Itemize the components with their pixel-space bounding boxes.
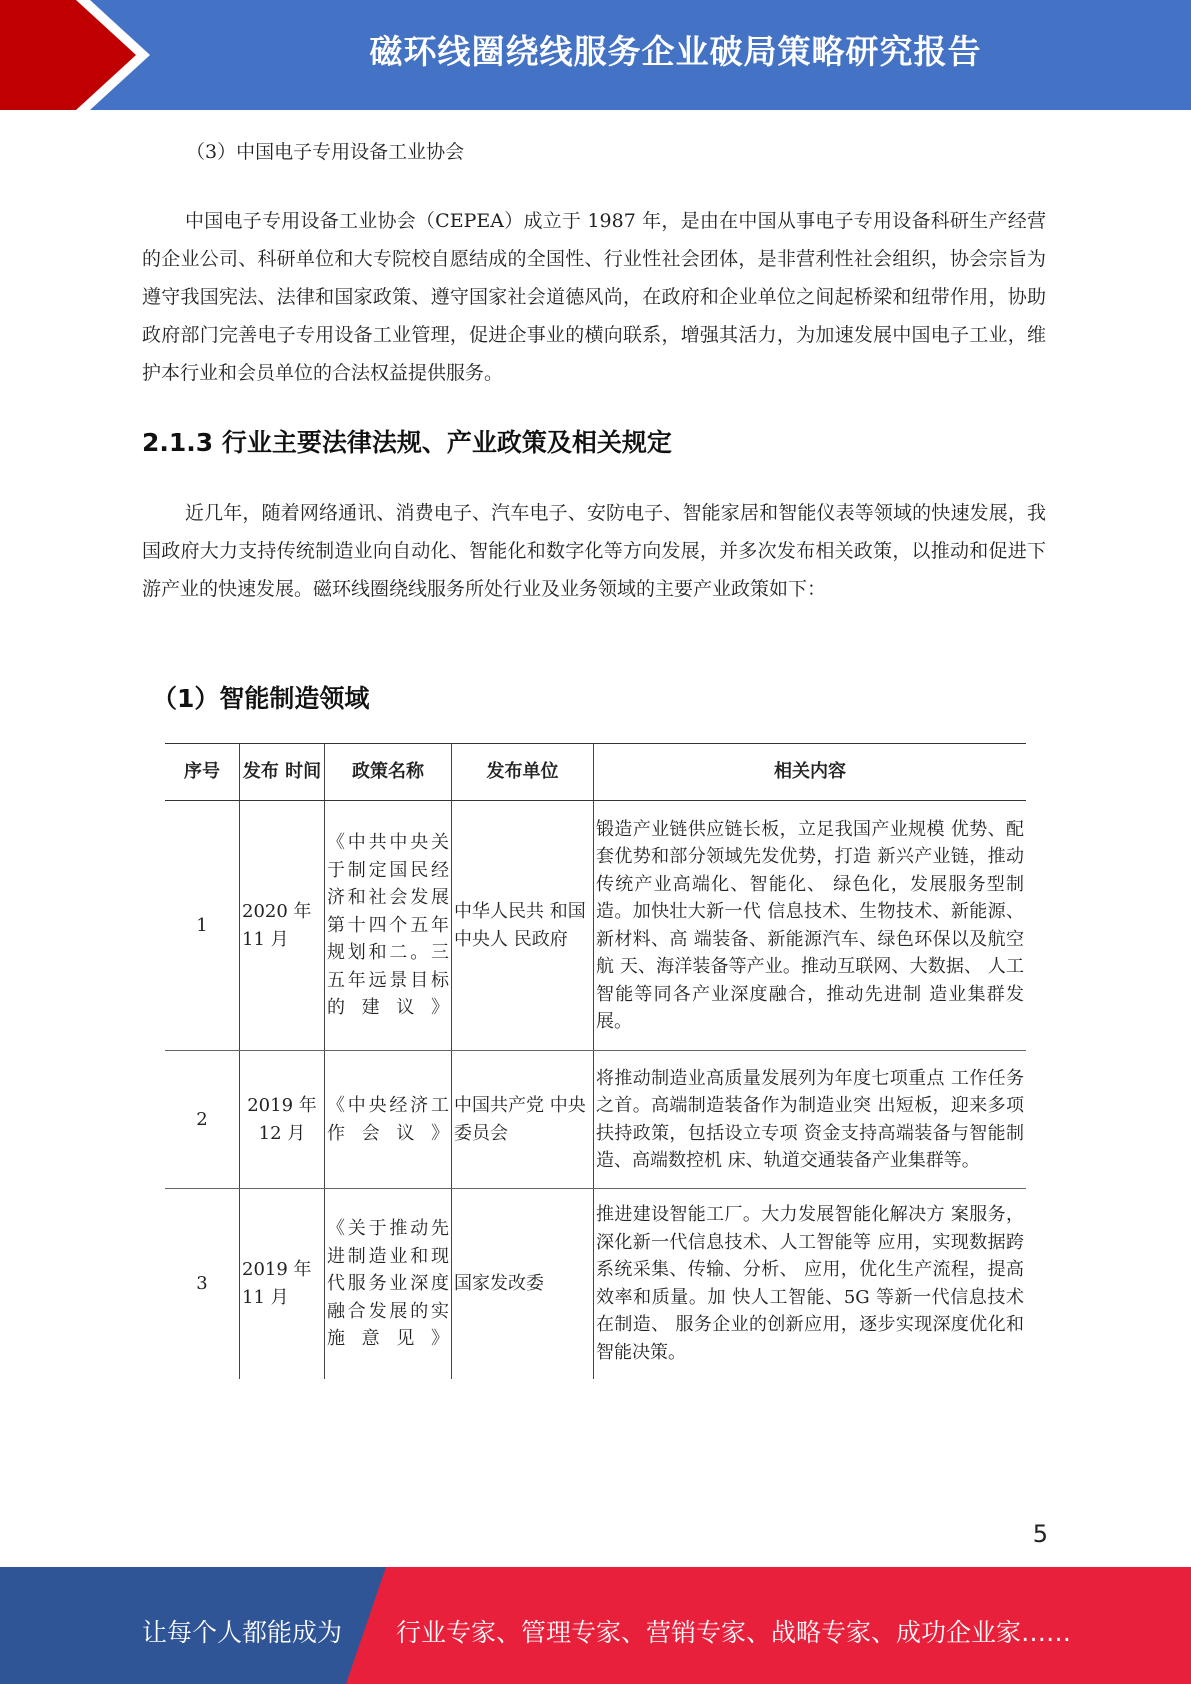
paragraph-cepea: 中国电子专用设备工业协会（CEPEA）成立于 1987 年，是由在中国从事电子专用设备科研生产经营的企业公司、科研单位和大专院校自愿结成的全国性、行业性社会团体，是非营利性社会组织，协会宗旨为遵守我国宪法、法律和国家政策、遵守国家社会道德风尚，在政府和企业单位之间起桥梁和纽带作用，协助政府部门完善电子专用设备工业管理，促进企事业的横向联系，增强其活力，为加速发展中国电子工业，维护本行业和会员单位的合法权益提供服务。 — [142, 210, 1046, 384]
cell-content: 推进建设智能工厂。大力发展智能化解决方 案服务，深化新一代信息技术、人工智能等 应用，实现数据跨系统采集、传输、分析、 应用，优化生产流程，提高效率和质量。加 快人工智能、5G 等新一代信息技术在制造、 服务企业的创新应用，逐步实现深度优化和 智能决策。 — [594, 1189, 1027, 1379]
cell-index: 2 — [165, 1051, 240, 1189]
subsection-heading-smart-manufacturing: （1）智能制造领域 — [152, 684, 370, 713]
col-header-date: 发布 时间 — [240, 744, 325, 801]
cell-issuer: 中华人民共 和国中央人 民政府 — [452, 801, 594, 1051]
cell-issuer: 中国共产党 中央委员会 — [452, 1051, 594, 1189]
cell-policy-name: 《关于推动先进制造业和现代服务业深度融合发展的实施意见》 — [325, 1189, 452, 1379]
paragraph-policy-intro: 近几年，随着网络通讯、消费电子、汽车电子、安防电子、智能家居和智能仪表等领域的快速发展，我国政府大力支持传统制造业向自动化、智能化和数字化等方向发展，并多次发布相关政策，以推动和促进下游产业的快速发展。磁环线圈绕线服务所处行业及业务领域的主要产业政策如下： — [142, 502, 1046, 600]
col-header-index: 序号 — [165, 744, 240, 801]
cell-content: 锻造产业链供应链长板，立足我国产业规模 优势、配套优势和部分领域先发优势，打造 新兴产业链，推动传统产业高端化、智能化、 绿色化，发展服务型制造。加快壮大新一代 信息技术、生物技术、新能源、新材料、高 端装备、新能源汽车、绿色环保以及航空航 天、海洋装备等产业。推动互联网、大数据、 人工智能等同各产业深度融合，推动先进制 造业集群发展。 — [594, 801, 1027, 1051]
cell-policy-name: 《中共中央关于制定国民经济和社会发展第十四个五年规划和二。三五年远景目标的建议》 — [325, 801, 452, 1051]
table-row — [165, 1051, 1026, 1189]
col-header-issuer: 发布单位 — [452, 744, 594, 801]
footer-slogan-right: 行业专家、管理专家、营销专家、战略专家、成功企业家…… — [396, 1618, 1072, 1647]
cell-date: 2020 年 11 月 — [240, 801, 325, 1051]
table-row — [165, 1189, 1026, 1379]
section-heading-2-1-3: 2.1.3 行业主要法律法规、产业政策及相关规定 — [142, 428, 672, 457]
report-title: 磁环线圈绕线服务企业破局策略研究报告 — [369, 32, 982, 71]
footer-slogan-left: 让每个人都能成为 — [142, 1618, 343, 1647]
table-header-row — [165, 744, 1026, 801]
section-subheading: （3）中国电子专用设备工业协会 — [186, 141, 465, 163]
table-row — [165, 801, 1026, 1051]
header-chevron-icon — [0, 0, 160, 110]
col-header-policy-name: 政策名称 — [325, 744, 452, 801]
cell-issuer: 国家发改委 — [452, 1189, 594, 1379]
page-header — [0, 0, 1191, 110]
policy-table — [165, 743, 1026, 1379]
cell-content: 将推动制造业高质量发展列为年度七项重点 工作任务之首。高端制造装备作为制造业突 出短板，迎来多项扶持政策，包括设立专项 资金支持高端装备与智能制造、高端数控机 床、轨道交通装备产业集群等。 — [594, 1051, 1027, 1189]
cell-policy-name: 《中央经济工作会议》 — [325, 1051, 452, 1189]
page-number: 5 — [1032, 1520, 1048, 1548]
cell-index: 3 — [196, 1273, 208, 1294]
cell-date: 2019 年 12 月 — [240, 1051, 325, 1189]
col-header-content: 相关内容 — [594, 744, 1027, 801]
cell-date: 2019 年 11 月 — [240, 1189, 325, 1379]
page-footer — [0, 1567, 1191, 1684]
cell-index: 1 — [165, 801, 240, 1051]
